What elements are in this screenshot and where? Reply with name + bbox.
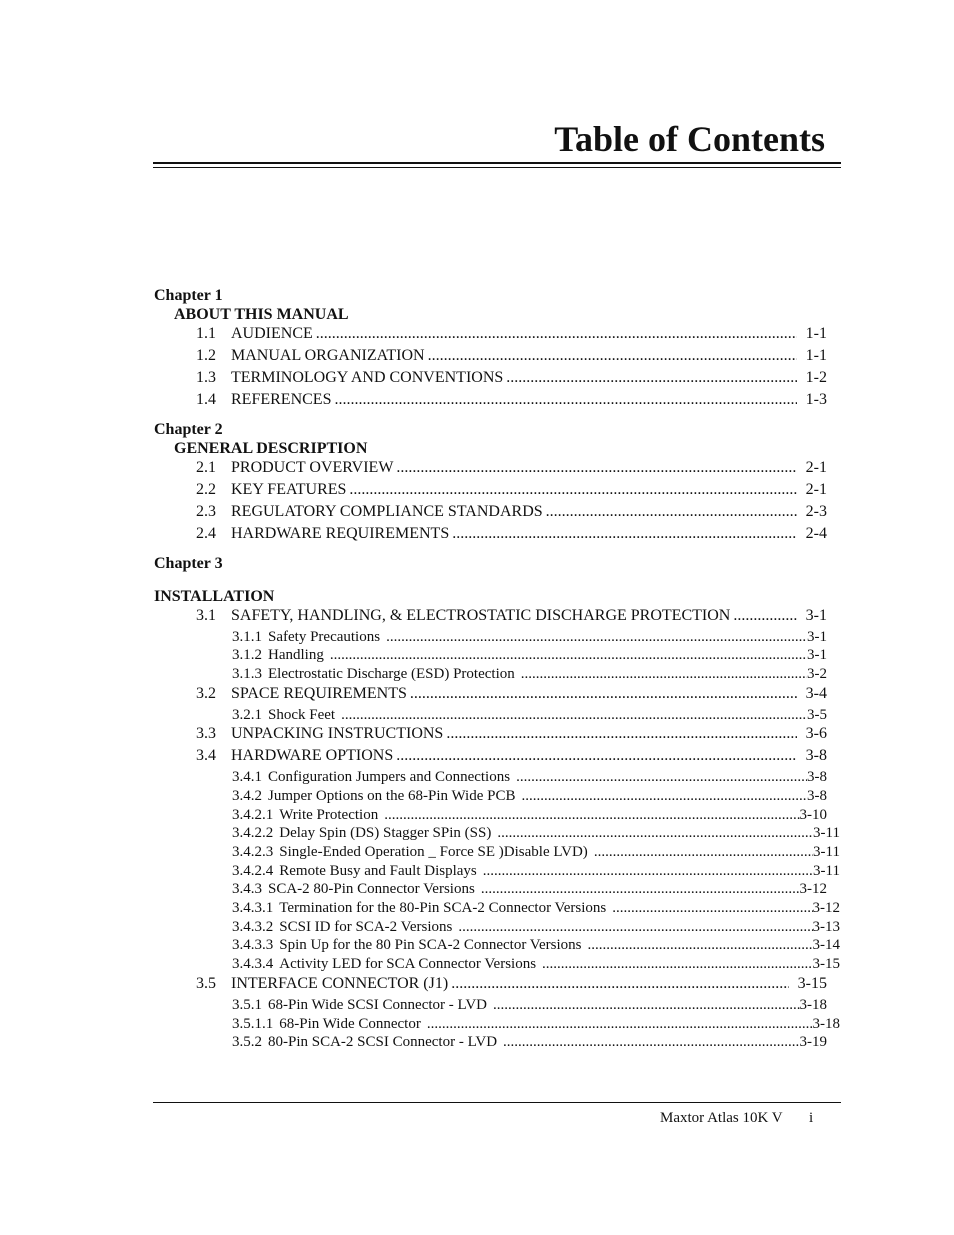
section-title: KEY FEATURES bbox=[231, 480, 347, 498]
subsection-title: Write Protection bbox=[279, 806, 379, 823]
toc-subentry bbox=[154, 936, 840, 955]
toc-subentry bbox=[154, 646, 827, 665]
chapter-2-section bbox=[154, 420, 827, 543]
page-number: 2-1 bbox=[805, 458, 827, 476]
toc-entry bbox=[154, 346, 827, 365]
chapter-3-section bbox=[154, 554, 840, 1052]
dot-leader bbox=[316, 324, 797, 343]
page-number: 3-8 bbox=[807, 769, 827, 786]
toc-subentry bbox=[154, 880, 827, 899]
page-number: 3-18 bbox=[799, 996, 827, 1013]
subsection-title: Remote Busy and Fault Displays bbox=[279, 862, 477, 879]
subsection-title: 68-Pin Wide SCSI Connector - LVD bbox=[268, 996, 487, 1013]
toc-entry bbox=[154, 746, 827, 765]
subsection-number: 3.1.2 bbox=[232, 647, 262, 664]
dot-leader bbox=[428, 346, 797, 365]
dot-leader bbox=[521, 665, 807, 684]
toc-subentry bbox=[154, 706, 827, 725]
chapter-1-section bbox=[154, 286, 827, 409]
dot-leader bbox=[483, 862, 813, 881]
dot-leader bbox=[546, 502, 797, 521]
subsection-title: Activity LED for SCA Connector Versions bbox=[279, 956, 537, 973]
page-number: 3-18 bbox=[812, 1015, 840, 1032]
page-number: 3-5 bbox=[807, 706, 827, 723]
dot-leader bbox=[396, 746, 796, 765]
section-number: 3.2 bbox=[196, 684, 216, 702]
subsection-number: 3.2.1 bbox=[232, 706, 262, 723]
subsection-title: SCSI ID for SCA-2 Versions bbox=[279, 918, 453, 935]
section-number: 2.4 bbox=[196, 524, 216, 542]
subsection-title: Shock Feet bbox=[268, 706, 336, 723]
page-number: 3-8 bbox=[805, 747, 827, 765]
section-title: UNPACKING INSTRUCTIONS bbox=[231, 725, 444, 743]
subsection-number: 3.4.2.4 bbox=[232, 862, 274, 879]
dot-leader bbox=[612, 899, 812, 918]
dot-leader bbox=[452, 524, 796, 543]
page-number: 3-2 bbox=[807, 665, 827, 682]
subsection-title: Safety Precautions bbox=[268, 628, 381, 645]
toc-entry bbox=[154, 390, 827, 409]
page-number: 3-15 bbox=[797, 974, 827, 992]
dot-leader bbox=[446, 724, 796, 743]
toc-entry bbox=[154, 524, 827, 543]
section-title: REGULATORY COMPLIANCE STANDARDS bbox=[231, 502, 543, 520]
dot-leader bbox=[506, 368, 796, 387]
toc-entry bbox=[154, 606, 827, 625]
section-title: MANUAL ORGANIZATION bbox=[231, 346, 425, 364]
section-number: 3.1 bbox=[196, 606, 216, 624]
chapter-title: ABOUT THIS MANUAL bbox=[174, 305, 349, 323]
section-title: HARDWARE OPTIONS bbox=[231, 747, 394, 765]
subsection-title: Configuration Jumpers and Connections bbox=[268, 769, 511, 786]
subsection-title: Electrostatic Discharge (ESD) Protection bbox=[268, 665, 515, 682]
dot-leader bbox=[386, 628, 807, 647]
subsection-number: 3.1.1 bbox=[232, 628, 262, 645]
dot-leader bbox=[334, 390, 796, 409]
subsection-number: 3.5.2 bbox=[232, 1034, 262, 1051]
dot-leader bbox=[521, 787, 807, 806]
page-number: 3-15 bbox=[812, 956, 840, 973]
section-number: 1.1 bbox=[196, 324, 216, 342]
page-number: 2-1 bbox=[805, 480, 827, 498]
section-title: HARDWARE REQUIREMENTS bbox=[231, 524, 450, 542]
dot-leader bbox=[481, 880, 800, 899]
page-number: 3-13 bbox=[812, 918, 840, 935]
section-title: PRODUCT OVERVIEW bbox=[231, 458, 394, 476]
section-number: 2.1 bbox=[196, 458, 216, 476]
chapter-title: INSTALLATION bbox=[154, 587, 275, 605]
subsection-title: Termination for the 80-Pin SCA-2 Connector Versions bbox=[279, 900, 607, 917]
section-number: 1.3 bbox=[196, 368, 216, 386]
section-title: INTERFACE CONNECTOR (J1) bbox=[231, 974, 449, 992]
subsection-number: 3.4.2.1 bbox=[232, 806, 274, 823]
subsection-number: 3.5.1 bbox=[232, 996, 262, 1013]
dot-leader bbox=[410, 684, 797, 703]
page-title: Table of Contents bbox=[554, 119, 825, 159]
subsection-number: 3.4.2.3 bbox=[232, 844, 274, 860]
toc-subentry bbox=[154, 996, 827, 1015]
page-number: 3-12 bbox=[812, 900, 840, 917]
toc-subentry bbox=[154, 665, 827, 684]
toc-entry bbox=[154, 458, 827, 477]
footer-rule bbox=[153, 1102, 841, 1103]
toc-subentry bbox=[154, 628, 827, 647]
section-title: SPACE REQUIREMENTS bbox=[231, 684, 407, 702]
section-number: 2.2 bbox=[196, 480, 216, 498]
chapter-label: Chapter 2 bbox=[154, 420, 223, 438]
toc-subentry bbox=[154, 824, 840, 843]
page-number: 3-11 bbox=[813, 862, 840, 879]
subsection-title: Single-Ended Operation _ Force SE )Disable LVD) bbox=[279, 844, 588, 860]
dot-leader bbox=[542, 955, 812, 974]
section-title: SAFETY, HANDLING, & ELECTROSTATIC DISCHARGE PROTECTION bbox=[231, 606, 731, 624]
section-number: 3.5 bbox=[196, 974, 216, 992]
toc-subentry bbox=[154, 955, 840, 974]
dot-leader bbox=[733, 606, 796, 625]
toc-entry bbox=[154, 324, 827, 343]
page-number: 3-8 bbox=[807, 787, 827, 804]
toc-entry bbox=[154, 974, 827, 993]
page-number: 3-14 bbox=[812, 937, 840, 954]
section-number: 1.4 bbox=[196, 390, 216, 408]
section-number: 3.3 bbox=[196, 725, 216, 743]
dot-leader bbox=[427, 1015, 813, 1034]
subsection-title: Handling bbox=[268, 647, 324, 664]
page-number: 3-1 bbox=[807, 647, 827, 664]
section-title: TERMINOLOGY AND CONVENTIONS bbox=[231, 368, 504, 386]
toc-entry bbox=[154, 502, 827, 521]
dot-leader bbox=[458, 918, 812, 937]
subsection-number: 3.4.3 bbox=[232, 881, 262, 898]
toc-entry bbox=[154, 368, 827, 387]
dot-leader bbox=[384, 806, 799, 825]
toc-subentry bbox=[154, 862, 840, 881]
subsection-number: 3.5.1.1 bbox=[232, 1015, 274, 1032]
subsection-number: 3.4.2.2 bbox=[232, 825, 274, 842]
subsection-title: Delay Spin (DS) Stagger SPin (SS) bbox=[279, 825, 492, 842]
section-title: AUDIENCE bbox=[231, 324, 313, 342]
page-number: 1-1 bbox=[805, 346, 827, 364]
page-number: 3-4 bbox=[805, 684, 827, 702]
toc-entry bbox=[154, 724, 827, 743]
subsection-number: 3.4.3.4 bbox=[232, 956, 274, 973]
dot-leader bbox=[330, 646, 807, 665]
chapter-label: Chapter 3 bbox=[154, 554, 223, 572]
toc-entry bbox=[154, 480, 827, 499]
page-number: 3-1 bbox=[805, 606, 827, 624]
subsection-number: 3.4.3.1 bbox=[232, 900, 274, 917]
subsection-number: 3.4.2 bbox=[232, 787, 262, 804]
toc-subentry bbox=[154, 768, 827, 787]
footer-page-number: i bbox=[809, 1110, 814, 1126]
section-number: 2.3 bbox=[196, 502, 216, 520]
page-number: 3-11 bbox=[813, 825, 840, 842]
toc-subentry bbox=[154, 1033, 827, 1052]
toc-subentry bbox=[154, 918, 840, 937]
page-number: 3-10 bbox=[799, 806, 827, 823]
page-number: 3-12 bbox=[799, 881, 827, 898]
dot-leader bbox=[349, 480, 796, 499]
dot-leader bbox=[594, 843, 813, 862]
subsection-title: Spin Up for the 80 Pin SCA-2 Connector Versions bbox=[279, 937, 582, 954]
subsection-title: 68-Pin Wide Connector bbox=[279, 1015, 421, 1032]
chapter-title: GENERAL DESCRIPTION bbox=[174, 439, 368, 457]
section-title: REFERENCES bbox=[231, 390, 332, 408]
page-number: 1-2 bbox=[805, 368, 827, 386]
toc-subentry bbox=[154, 787, 827, 806]
page-number: 3-6 bbox=[805, 725, 827, 743]
toc-subentry bbox=[154, 1015, 840, 1034]
dot-leader bbox=[497, 824, 813, 843]
subsection-number: 3.1.3 bbox=[232, 665, 262, 682]
dot-leader bbox=[587, 936, 812, 955]
toc-subentry bbox=[154, 843, 840, 862]
page-number: 1-3 bbox=[805, 390, 827, 408]
footer-product-name: Maxtor Atlas 10K V bbox=[660, 1110, 783, 1126]
section-number: 1.2 bbox=[196, 346, 216, 364]
section-number: 3.4 bbox=[196, 747, 216, 765]
page-number: 2-4 bbox=[805, 524, 827, 542]
chapter-label: Chapter 1 bbox=[154, 286, 223, 304]
dot-leader bbox=[493, 996, 800, 1015]
dot-leader bbox=[451, 974, 788, 993]
subsection-number: 3.4.3.2 bbox=[232, 918, 274, 935]
page-number: 3-11 bbox=[813, 844, 840, 860]
toc-entry bbox=[154, 684, 827, 703]
table-of-contents bbox=[154, 286, 840, 1052]
dot-leader bbox=[396, 458, 796, 477]
page-number: 3-19 bbox=[799, 1034, 827, 1051]
subsection-title: 80-Pin SCA-2 SCSI Connector - LVD bbox=[268, 1034, 498, 1051]
title-double-rule bbox=[153, 162, 841, 168]
dot-leader bbox=[503, 1033, 799, 1052]
page-number: 2-3 bbox=[805, 502, 827, 520]
dot-leader bbox=[341, 706, 807, 725]
toc-subentry bbox=[154, 806, 827, 825]
subsection-number: 3.4.1 bbox=[232, 769, 262, 786]
toc-subentry bbox=[154, 899, 840, 918]
subsection-title: Jumper Options on the 68-Pin Wide PCB bbox=[268, 787, 516, 804]
dot-leader bbox=[516, 768, 807, 787]
subsection-title: SCA-2 80-Pin Connector Versions bbox=[268, 881, 475, 898]
subsection-number: 3.4.3.3 bbox=[232, 937, 274, 954]
page-number: 3-1 bbox=[807, 628, 827, 645]
page-number: 1-1 bbox=[805, 324, 827, 342]
